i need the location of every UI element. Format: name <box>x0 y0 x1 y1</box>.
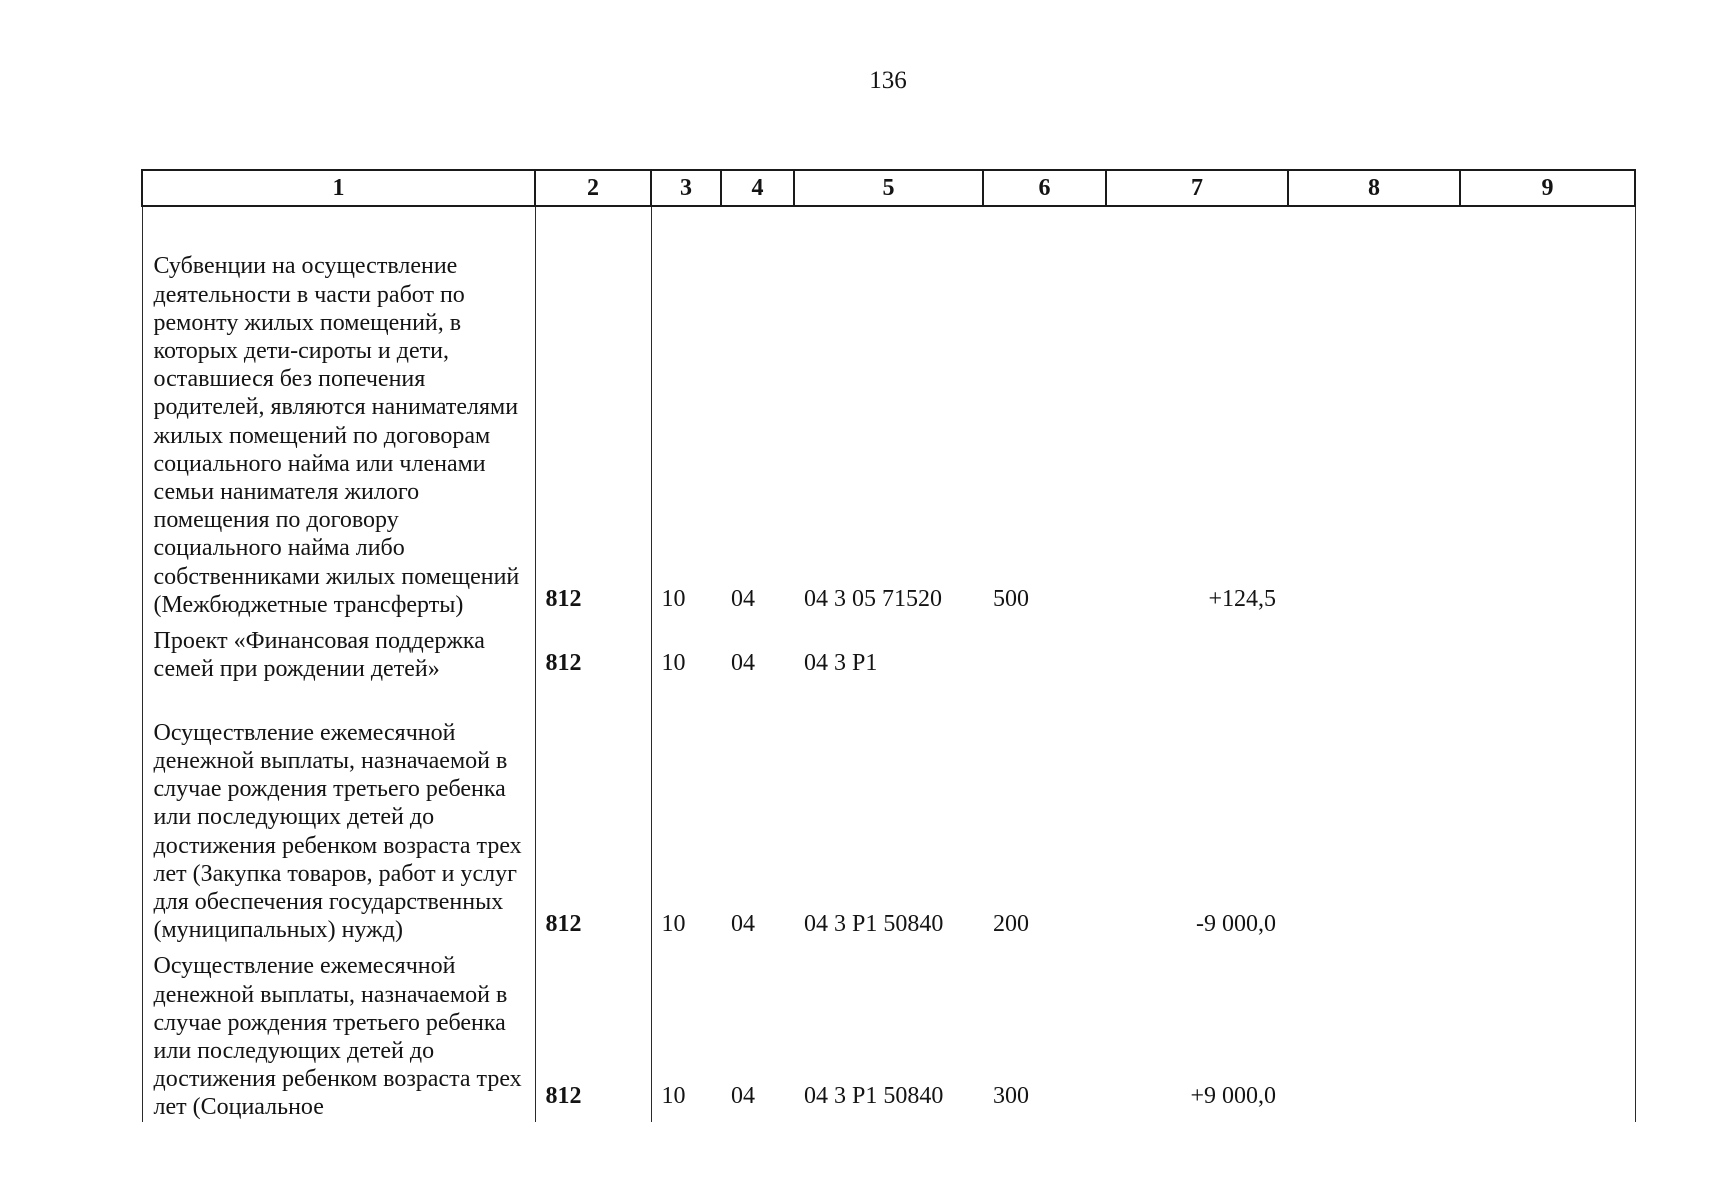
table-row <box>142 944 1635 1121</box>
header-row <box>142 170 1635 206</box>
cell-subsection: 04 <box>731 911 755 938</box>
cell-col8 <box>1288 944 1460 1121</box>
cell-target-article: 04 3 P1 <box>804 650 878 677</box>
column-header-9: 9 <box>1460 170 1635 206</box>
budget-table <box>141 169 1636 1122</box>
column-header-3: 3 <box>651 170 721 206</box>
cell-section: 10 <box>651 683 721 944</box>
cell-amount: +124,5 <box>1208 585 1276 612</box>
cell-amount: -9 000,0 <box>1196 911 1276 938</box>
cell-col9 <box>1460 683 1635 944</box>
row-name: Проект «Финансовая поддержка семей при рождении детей» <box>142 619 535 683</box>
cell-ministry-code: 812 <box>535 619 651 683</box>
cell-subsection: 04 <box>731 1083 755 1110</box>
column-header-5: 5 <box>794 170 983 206</box>
row-name: Субвенции на осуществление деятельности в части работ по ремонту жилых помещений, в которых дети-сироты и дети, оставшиеся без попечения родителей, являются нанимателями жилых помещений по договорам социального найма или членами семьи нанимателя жилого помещения по договору социального найма либо собственниками жилых помещений (Межбюджетные трансферты) <box>142 206 535 619</box>
cell-amount <box>1106 619 1288 683</box>
column-header-6: 6 <box>983 170 1106 206</box>
column-header-1: 1 <box>142 170 535 206</box>
cell-col9 <box>1460 619 1635 683</box>
cell-ministry-code: 812 <box>535 206 651 619</box>
page-number: 136 <box>869 67 907 94</box>
cell-col8 <box>1288 206 1460 619</box>
row-name: Осуществление ежемесячной денежной выплаты, назначаемой в случае рождения третьего ребенка или последующих детей до достижения ребенком возраста трех лет (Закупка товаров, работ и услуг для обеспечения государственных (муниципальных) нужд) <box>142 683 535 944</box>
cell-amount: +9 000,0 <box>1190 1083 1276 1110</box>
cell-expense-type: 200 <box>993 911 1029 938</box>
cell-expense-type: 500 <box>993 585 1029 612</box>
cell-target-article: 04 3 P1 50840 <box>804 911 944 938</box>
column-header-8: 8 <box>1288 170 1460 206</box>
column-header-7: 7 <box>1106 170 1288 206</box>
cell-subsection: 04 <box>731 650 755 677</box>
table-row <box>142 206 1635 619</box>
column-header-2: 2 <box>535 170 651 206</box>
cell-target-article: 04 3 P1 50840 <box>804 1083 944 1110</box>
cell-expense-type <box>983 619 1106 683</box>
cell-section: 10 <box>651 619 721 683</box>
cell-expense-type: 300 <box>993 1083 1029 1110</box>
cell-target-article: 04 3 05 71520 <box>804 585 942 612</box>
cell-col8 <box>1288 619 1460 683</box>
cell-ministry-code: 812 <box>535 944 651 1121</box>
column-header-4: 4 <box>721 170 794 206</box>
cell-ministry-code: 812 <box>535 683 651 944</box>
row-name: Осуществление ежемесячной денежной выплаты, назначаемой в случае рождения третьего ребенка или последующих детей до достижения ребенком возраста трех лет (Социальное <box>142 944 535 1121</box>
table-row <box>142 619 1635 683</box>
table-row <box>142 683 1635 944</box>
cell-col9 <box>1460 206 1635 619</box>
cell-subsection: 04 <box>731 585 755 612</box>
cell-col9 <box>1460 944 1635 1121</box>
cell-col8 <box>1288 683 1460 944</box>
cell-section: 10 <box>651 206 721 619</box>
cell-section: 10 <box>651 944 721 1121</box>
